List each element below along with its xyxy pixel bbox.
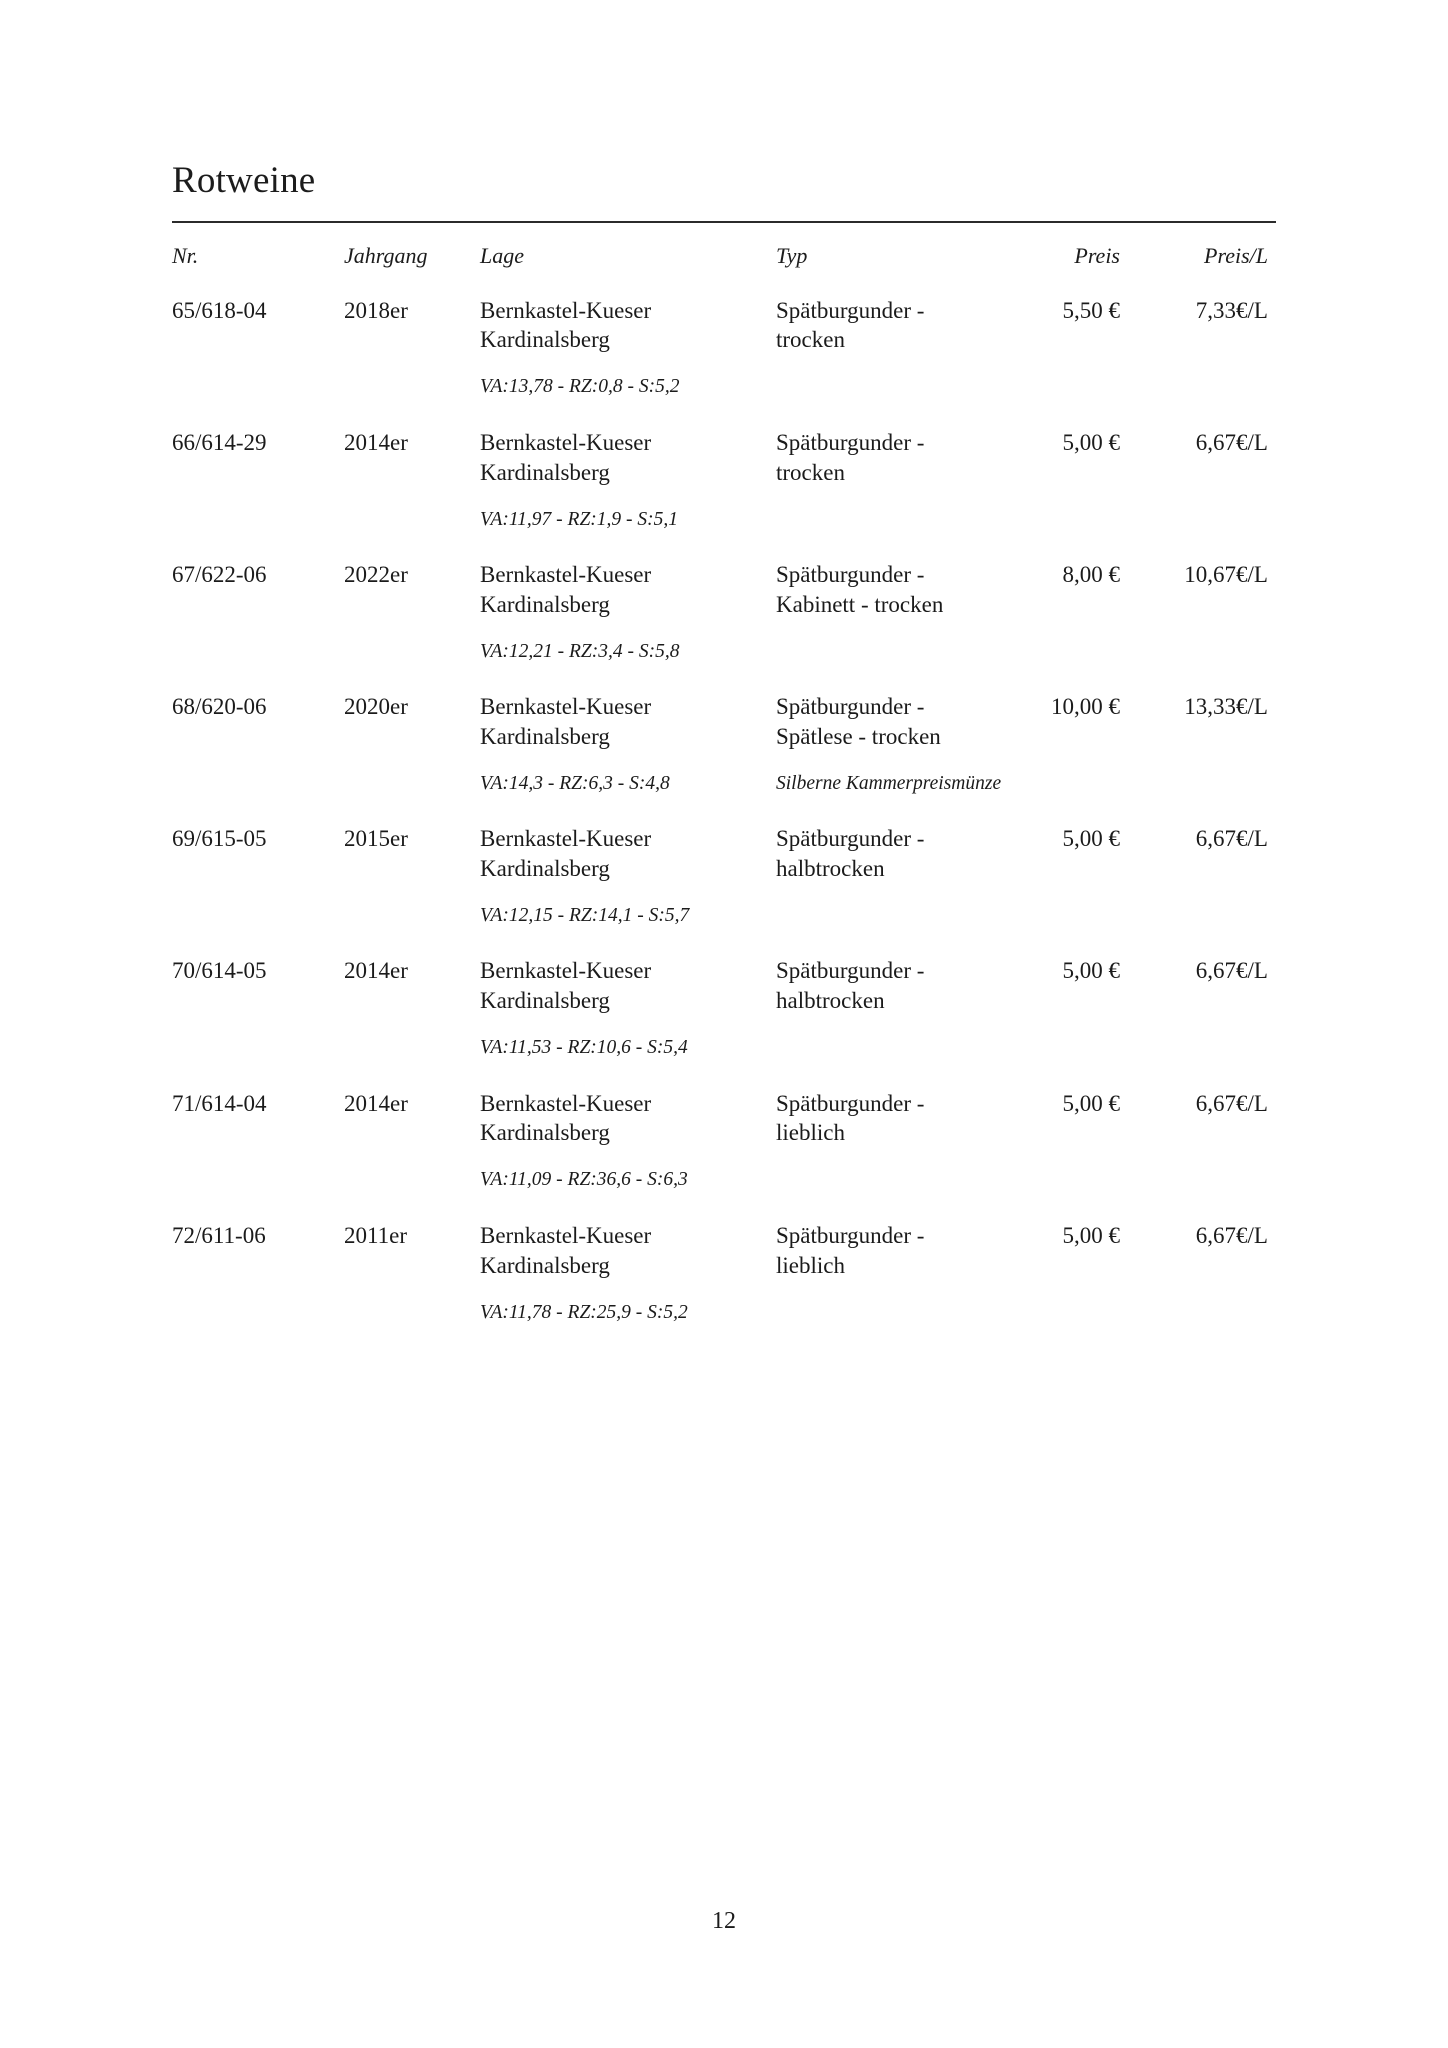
cell-award	[776, 884, 1014, 947]
cell-jahrgang: 2011er	[344, 1222, 408, 1248]
typ-line-2: lieblich	[776, 1120, 845, 1146]
detail-spacer-preis-l	[1146, 488, 1276, 551]
detail-spacer-preis	[1014, 620, 1146, 683]
table-row	[172, 287, 1276, 356]
table-row	[172, 1080, 1276, 1149]
detail-spacer-jahrgang	[344, 620, 480, 683]
column-header-typ: Typ	[776, 242, 808, 268]
detail-spacer-preis	[1014, 884, 1146, 947]
cell-analysis: VA:11,09 - RZ:36,6 - S:6,3	[480, 1169, 688, 1191]
table-header	[172, 223, 1276, 287]
detail-spacer-preis	[1014, 1016, 1146, 1079]
detail-spacer-jahrgang	[344, 1016, 480, 1079]
cell-award	[776, 620, 1014, 683]
column-header-preis-l: Preis/L	[1204, 242, 1268, 268]
table-row-detail	[172, 752, 1276, 815]
table-header-row	[172, 223, 1276, 287]
cell-jahrgang: 2020er	[344, 694, 408, 720]
lage-line-1: Bernkastel-Kueser	[480, 561, 652, 587]
detail-spacer-preis-l	[1146, 1148, 1276, 1211]
cell-preis: 8,00 €	[1062, 561, 1120, 587]
cell-analysis: VA:13,78 - RZ:0,8 - S:5,2	[480, 376, 680, 398]
cell-lage	[480, 1212, 776, 1281]
typ-line-1: Spätburgunder -	[776, 561, 925, 587]
cell-typ	[776, 1080, 1014, 1149]
cell-preis-l: 7,33€/L	[1195, 297, 1268, 323]
cell-preis-l: 6,67€/L	[1195, 1090, 1268, 1116]
lage-line-2: Kardinalsberg	[480, 459, 610, 485]
cell-typ	[776, 287, 1014, 356]
cell-award	[776, 355, 1014, 418]
cell-jahrgang: 2022er	[344, 561, 408, 587]
lage-line-2: Kardinalsberg	[480, 1252, 610, 1278]
cell-jahrgang: 2018er	[344, 297, 408, 323]
cell-preis: 5,00 €	[1062, 1090, 1120, 1116]
lage-line-1: Bernkastel-Kueser	[480, 1090, 652, 1116]
cell-preis-l: 6,67€/L	[1195, 429, 1268, 455]
cell-preis: 5,00 €	[1062, 1222, 1120, 1248]
table-row-detail	[172, 355, 1276, 418]
table-body	[172, 287, 1276, 1344]
typ-line-2: trocken	[776, 459, 845, 485]
typ-line-2: Spätlese - trocken	[776, 723, 941, 749]
column-header-lage: Lage	[480, 242, 524, 268]
typ-line-2: Kabinett - trocken	[776, 591, 944, 617]
cell-analysis: VA:14,3 - RZ:6,3 - S:4,8	[480, 772, 670, 794]
cell-preis-l: 6,67€/L	[1195, 826, 1268, 852]
detail-spacer-nr	[172, 752, 344, 815]
detail-spacer-nr	[172, 1281, 344, 1344]
lage-line-1: Bernkastel-Kueser	[480, 1222, 652, 1248]
detail-spacer-nr	[172, 620, 344, 683]
detail-spacer-preis-l	[1146, 884, 1276, 947]
lage-line-1: Bernkastel-Kueser	[480, 958, 652, 984]
detail-spacer-preis-l	[1146, 1281, 1276, 1344]
detail-spacer-nr	[172, 1148, 344, 1211]
table-row	[172, 947, 1276, 1016]
detail-spacer-preis	[1014, 1281, 1146, 1344]
cell-preis-l: 10,67€/L	[1184, 561, 1268, 587]
column-header-nr: Nr.	[172, 242, 199, 268]
table-row-detail	[172, 1148, 1276, 1211]
cell-nr: 67/622-06	[172, 561, 267, 587]
cell-lage	[480, 815, 776, 884]
cell-nr: 70/614-05	[172, 958, 267, 984]
typ-line-1: Spätburgunder -	[776, 1090, 925, 1116]
cell-jahrgang: 2015er	[344, 826, 408, 852]
typ-line-1: Spätburgunder -	[776, 694, 925, 720]
page-number: 12	[712, 1908, 736, 1934]
cell-preis-l: 6,67€/L	[1195, 958, 1268, 984]
detail-spacer-jahrgang	[344, 488, 480, 551]
cell-lage	[480, 683, 776, 752]
cell-nr: 69/615-05	[172, 826, 267, 852]
typ-line-2: trocken	[776, 327, 845, 353]
detail-spacer-jahrgang	[344, 355, 480, 418]
table-row	[172, 683, 1276, 752]
cell-award: Silberne Kammerpreismünze	[776, 772, 1002, 794]
cell-nr: 72/611-06	[172, 1222, 266, 1248]
detail-spacer-preis-l	[1146, 1016, 1276, 1079]
cell-preis-l: 6,67€/L	[1195, 1222, 1268, 1248]
cell-typ	[776, 815, 1014, 884]
cell-typ	[776, 947, 1014, 1016]
typ-line-1: Spätburgunder -	[776, 826, 925, 852]
cell-preis: 5,00 €	[1062, 429, 1120, 455]
cell-preis: 10,00 €	[1051, 694, 1120, 720]
detail-spacer-jahrgang	[344, 1148, 480, 1211]
table-row-detail	[172, 488, 1276, 551]
cell-award	[776, 1281, 1014, 1344]
cell-typ	[776, 683, 1014, 752]
cell-jahrgang: 2014er	[344, 429, 408, 455]
cell-lage	[480, 1080, 776, 1149]
cell-preis: 5,00 €	[1062, 826, 1120, 852]
lage-line-2: Kardinalsberg	[480, 988, 610, 1014]
lage-line-1: Bernkastel-Kueser	[480, 297, 652, 323]
detail-spacer-preis	[1014, 488, 1146, 551]
cell-nr: 66/614-29	[172, 429, 267, 455]
cell-jahrgang: 2014er	[344, 958, 408, 984]
table-row	[172, 419, 1276, 488]
typ-line-2: halbtrocken	[776, 988, 885, 1014]
table-row	[172, 1212, 1276, 1281]
detail-spacer-preis	[1014, 1148, 1146, 1211]
typ-line-1: Spätburgunder -	[776, 297, 925, 323]
lage-line-2: Kardinalsberg	[480, 327, 610, 353]
page-content	[172, 160, 1276, 1344]
detail-spacer-preis	[1014, 355, 1146, 418]
table-row-detail	[172, 1281, 1276, 1344]
cell-analysis: VA:11,53 - RZ:10,6 - S:5,4	[480, 1037, 688, 1059]
lage-line-2: Kardinalsberg	[480, 856, 610, 882]
cell-lage	[480, 287, 776, 356]
lage-line-2: Kardinalsberg	[480, 591, 610, 617]
detail-spacer-jahrgang	[344, 752, 480, 815]
cell-lage	[480, 551, 776, 620]
typ-line-2: lieblich	[776, 1252, 845, 1278]
cell-nr: 65/618-04	[172, 297, 267, 323]
lage-line-1: Bernkastel-Kueser	[480, 694, 652, 720]
detail-spacer-jahrgang	[344, 884, 480, 947]
table-row	[172, 551, 1276, 620]
detail-spacer-preis-l	[1146, 620, 1276, 683]
detail-spacer-nr	[172, 488, 344, 551]
typ-line-2: halbtrocken	[776, 856, 885, 882]
cell-typ	[776, 419, 1014, 488]
cell-preis: 5,00 €	[1062, 958, 1120, 984]
detail-spacer-jahrgang	[344, 1281, 480, 1344]
cell-jahrgang: 2014er	[344, 1090, 408, 1116]
detail-spacer-preis-l	[1146, 355, 1276, 418]
cell-award	[776, 1016, 1014, 1079]
cell-lage	[480, 419, 776, 488]
detail-spacer-nr	[172, 884, 344, 947]
cell-preis: 5,50 €	[1062, 297, 1120, 323]
cell-award	[776, 488, 1014, 551]
lage-line-1: Bernkastel-Kueser	[480, 429, 652, 455]
cell-lage	[480, 947, 776, 1016]
detail-spacer-preis	[1014, 752, 1146, 815]
column-header-jahrgang: Jahrgang	[344, 242, 428, 268]
detail-spacer-preis-l	[1146, 752, 1276, 815]
table-row-detail	[172, 1016, 1276, 1079]
column-header-preis: Preis	[1074, 242, 1120, 268]
cell-typ	[776, 551, 1014, 620]
lage-line-1: Bernkastel-Kueser	[480, 826, 652, 852]
page-title: Rotweine	[172, 160, 316, 201]
typ-line-1: Spätburgunder -	[776, 1222, 925, 1248]
cell-award	[776, 1148, 1014, 1211]
detail-spacer-nr	[172, 355, 344, 418]
cell-nr: 71/614-04	[172, 1090, 267, 1116]
lage-line-2: Kardinalsberg	[480, 723, 610, 749]
cell-analysis: VA:12,21 - RZ:3,4 - S:5,8	[480, 640, 680, 662]
cell-nr: 68/620-06	[172, 694, 267, 720]
cell-typ	[776, 1212, 1014, 1281]
wine-list-table	[172, 223, 1276, 1344]
cell-preis-l: 13,33€/L	[1184, 694, 1268, 720]
lage-line-2: Kardinalsberg	[480, 1120, 610, 1146]
typ-line-1: Spätburgunder -	[776, 958, 925, 984]
cell-analysis: VA:11,78 - RZ:25,9 - S:5,2	[480, 1301, 688, 1323]
cell-analysis: VA:11,97 - RZ:1,9 - S:5,1	[480, 508, 679, 530]
table-row	[172, 815, 1276, 884]
table-row-detail	[172, 620, 1276, 683]
cell-analysis: VA:12,15 - RZ:14,1 - S:5,7	[480, 905, 690, 927]
typ-line-1: Spätburgunder -	[776, 429, 925, 455]
detail-spacer-nr	[172, 1016, 344, 1079]
table-row-detail	[172, 884, 1276, 947]
